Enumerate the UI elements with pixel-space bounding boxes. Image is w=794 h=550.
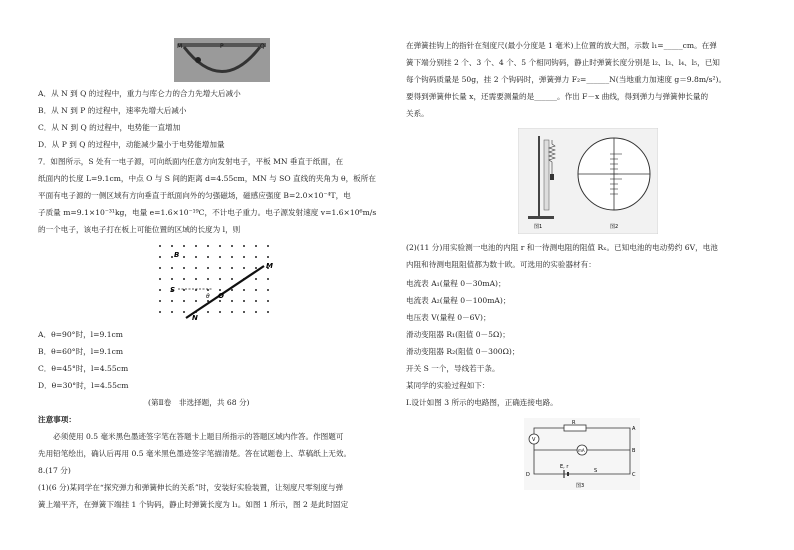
field-dot [219,289,221,291]
label-d: D [526,472,530,478]
field-dot [183,300,185,302]
field-dot [159,245,161,247]
q7-label-o: O [218,292,224,300]
field-dot [231,267,233,269]
field-dot [195,256,197,258]
field-dot [231,278,233,280]
field-dot [159,311,161,313]
battery-line-1: (2)(11 分)用实验测一电池的内阻 r 和一待测电阻的阻值 Rₓ。已知电池的电动势约 6V，电池 [406,243,718,252]
field-dot [255,300,257,302]
q7-label-s: S [170,286,176,294]
equipment-a1: 电流表 A₁(量程 0－30mA)； [406,279,506,288]
q8-line-1: (1)(6 分)某同学在“探究弹力和弹簧伸长的关系”时，安装好实验装置，让刻度尺零刻度与弹 [38,483,344,492]
field-dot [159,300,161,302]
q7-line-5: 的一个电子，该电子打在板上可能位置的区域的长度为 l，则 [38,225,241,234]
field-dot [183,245,185,247]
fig3-caption: 图3 [576,483,585,489]
field-dot [219,278,221,280]
field-dot [243,256,245,258]
spring-line-4: 要得到弹簧伸长量 x，还需要测量的是______。作出 F－x 曲线，得到弹力与弹簧伸长量的 [406,92,709,101]
equipment-v: 电压表 V(量程 0－6V)； [406,313,491,322]
field-dot [267,278,269,280]
q7-label-b: B [174,251,180,259]
stand-pole [538,136,540,218]
field-dot [231,311,233,313]
q7-option-a: A．θ=90°时，l=9.1cm [38,330,123,339]
field-dot [219,245,221,247]
label-r: R [572,420,576,426]
field-dot [255,256,257,258]
field-dot [243,245,245,247]
q6-option-c: C．从 N 到 Q 的过程中，电势能一直增加 [38,123,181,132]
equipment-switch: 开关 S 一个，导线若干条。 [406,364,500,373]
field-dot [195,245,197,247]
field-dot [207,267,209,269]
stand-base [528,216,554,219]
q7-option-b: B．θ=60°时，l=9.1cm [38,347,124,356]
field-dot [243,311,245,313]
hook-weight-icon [550,174,554,180]
field-dot [171,300,173,302]
battery-line-2: 内阻和待测电阻阻值都为数十欧。可选用的实验器材有： [406,260,596,269]
label-a: A [632,426,636,432]
field-dot [171,278,173,280]
field-dot [219,267,221,269]
spring-line-3: 每个钩码质量是 50g，挂 2 个钩码时，弹簧弹力 F₂=______N(当地重力加速度 g＝9.8m/s²)。 [406,75,727,84]
q7-line-3: 平面有电子源的一侧区域有方向垂直于纸面向外的匀强磁场，磁感应强度 B=2.0×10⁻⁴T，电 [38,191,351,200]
q7-line-1: 7．如图所示，S 处有一电子源，可向纸面内任意方向发射电子，平板 MN 垂直于纸面，在 [38,157,344,166]
spring-figures [518,128,658,234]
q8-header: 8.(17 分) [38,466,71,475]
field-dot [255,267,257,269]
field-dot [219,311,221,313]
q6-option-d: D．从 P 到 Q 的过程中，动能减少量小于电势能增加量 [38,140,225,149]
spring-line-2: 簧下端分别挂 2 个、3 个、4 个、5 个相同钩码，静止时弹簧长度分别是 l₂、l₃、l₄、l₅，已知 [406,58,720,67]
field-dot [231,300,233,302]
label-v: V [532,437,536,443]
q6-option-b: B．从 N 到 P 的过程中，速率先增大后减小 [38,106,187,115]
field-dot [195,267,197,269]
field-dot [159,267,161,269]
notice-line-2: 先用铅笔绘出，确认后再用 0.5 毫米黑色墨迹签字笔描清楚。答在试题卷上、草稿纸上无效。 [38,449,352,458]
field-dot [267,245,269,247]
field-dot [159,278,161,280]
label-er: E, r [560,464,569,470]
field-dot [159,256,161,258]
q7-figure [150,240,290,322]
q6-label-p: P [220,43,224,50]
field-dot [267,256,269,258]
field-dot [243,267,245,269]
label-b: B [632,448,636,454]
field-dot [195,278,197,280]
fig2-caption: 图2 [610,224,619,230]
process-intro: 某同学的实验过程如下： [406,381,490,390]
ruler-icon [544,140,549,210]
plate-mn [186,266,264,318]
q7-label-theta: θ [206,293,210,300]
field-dot [183,267,185,269]
field-dot [255,245,257,247]
q7-label-n: N [192,314,198,322]
field-dot [231,289,233,291]
q6-label-m: M [177,43,183,50]
label-s: S [594,468,598,474]
field-dot [219,300,221,302]
field-dot [195,300,197,302]
field-dot [243,300,245,302]
process-step-1: Ⅰ.设计如图 3 所示的电路图，正确连接电路。 [406,398,558,407]
q6-figure-charge [195,57,201,63]
field-dot [207,256,209,258]
field-dot [243,289,245,291]
q7-option-d: D．θ=30°时，l=4.55cm [38,381,129,390]
field-dot [255,278,257,280]
field-dot [183,256,185,258]
fig1-caption: 图1 [534,224,543,230]
q6-option-a: A．从 N 到 Q 的过程中，重力与库仑力的合力先增大后减小 [38,89,241,98]
field-dot [219,256,221,258]
field-dot [255,289,257,291]
field-dot [171,267,173,269]
field-dot [207,311,209,313]
notice-title: 注意事项： [38,415,76,424]
q7-line-2: 纸面内的长度 L=9.1cm，中点 O 与 S 间的距离 d=4.55cm，MN 与 SO 直线的夹角为 θ，板所在 [38,174,376,183]
field-dot [171,311,173,313]
q6-figure [174,38,270,82]
field-dot [171,256,173,258]
field-dot [267,289,269,291]
field-dot [255,311,257,313]
field-dot [207,278,209,280]
field-dot [267,300,269,302]
q7-option-c: C．θ=45°时，l=4.55cm [38,364,129,373]
equipment-r2: 滑动变阻器 R₂(阻值 0－300Ω)； [406,347,520,356]
field-dot [183,311,185,313]
label-ma: mA [578,448,585,453]
circuit-figure [524,418,640,490]
equipment-r1: 滑动变阻器 R₁(阻值 0－5Ω)； [406,330,510,339]
field-dot [267,311,269,313]
q7-line-4: 子质量 m=9.1×10⁻³¹kg，电量 e=1.6×10⁻¹⁹C，不计电子重力。电子源发射速度 v=1.6×10⁶m/s [38,208,377,217]
equipment-a2: 电流表 A₂(量程 0－100mA)； [406,296,511,305]
notice-line-1: 必须使用 0.5 毫米黑色墨迹签字笔在答题卡上题目所指示的答题区域内作答。作图题可 [38,432,344,441]
q7-label-m: M [266,262,273,270]
field-dot [183,278,185,280]
q8-line-2: 簧上端平齐，在弹簧下端挂 1 个钩码，静止时弹簧长度为 l₁。如图 1 所示，图 2 是此时固定 [38,500,349,509]
section-title: (第Ⅱ卷 非选择题，共 68 分) [148,398,250,407]
label-c: C [632,472,636,478]
field-dot [159,289,161,291]
spring-line-1: 在弹簧挂钩上的指针在刻度尺(最小分度是 1 毫米)上位置的放大图，示数 l₁=_____cm。在弹 [406,41,717,50]
field-dot [231,256,233,258]
field-dot [171,245,173,247]
field-dot [207,245,209,247]
q6-label-q: Q [260,43,265,50]
spring-line-5: 关系。 [406,109,429,118]
field-dot [231,245,233,247]
